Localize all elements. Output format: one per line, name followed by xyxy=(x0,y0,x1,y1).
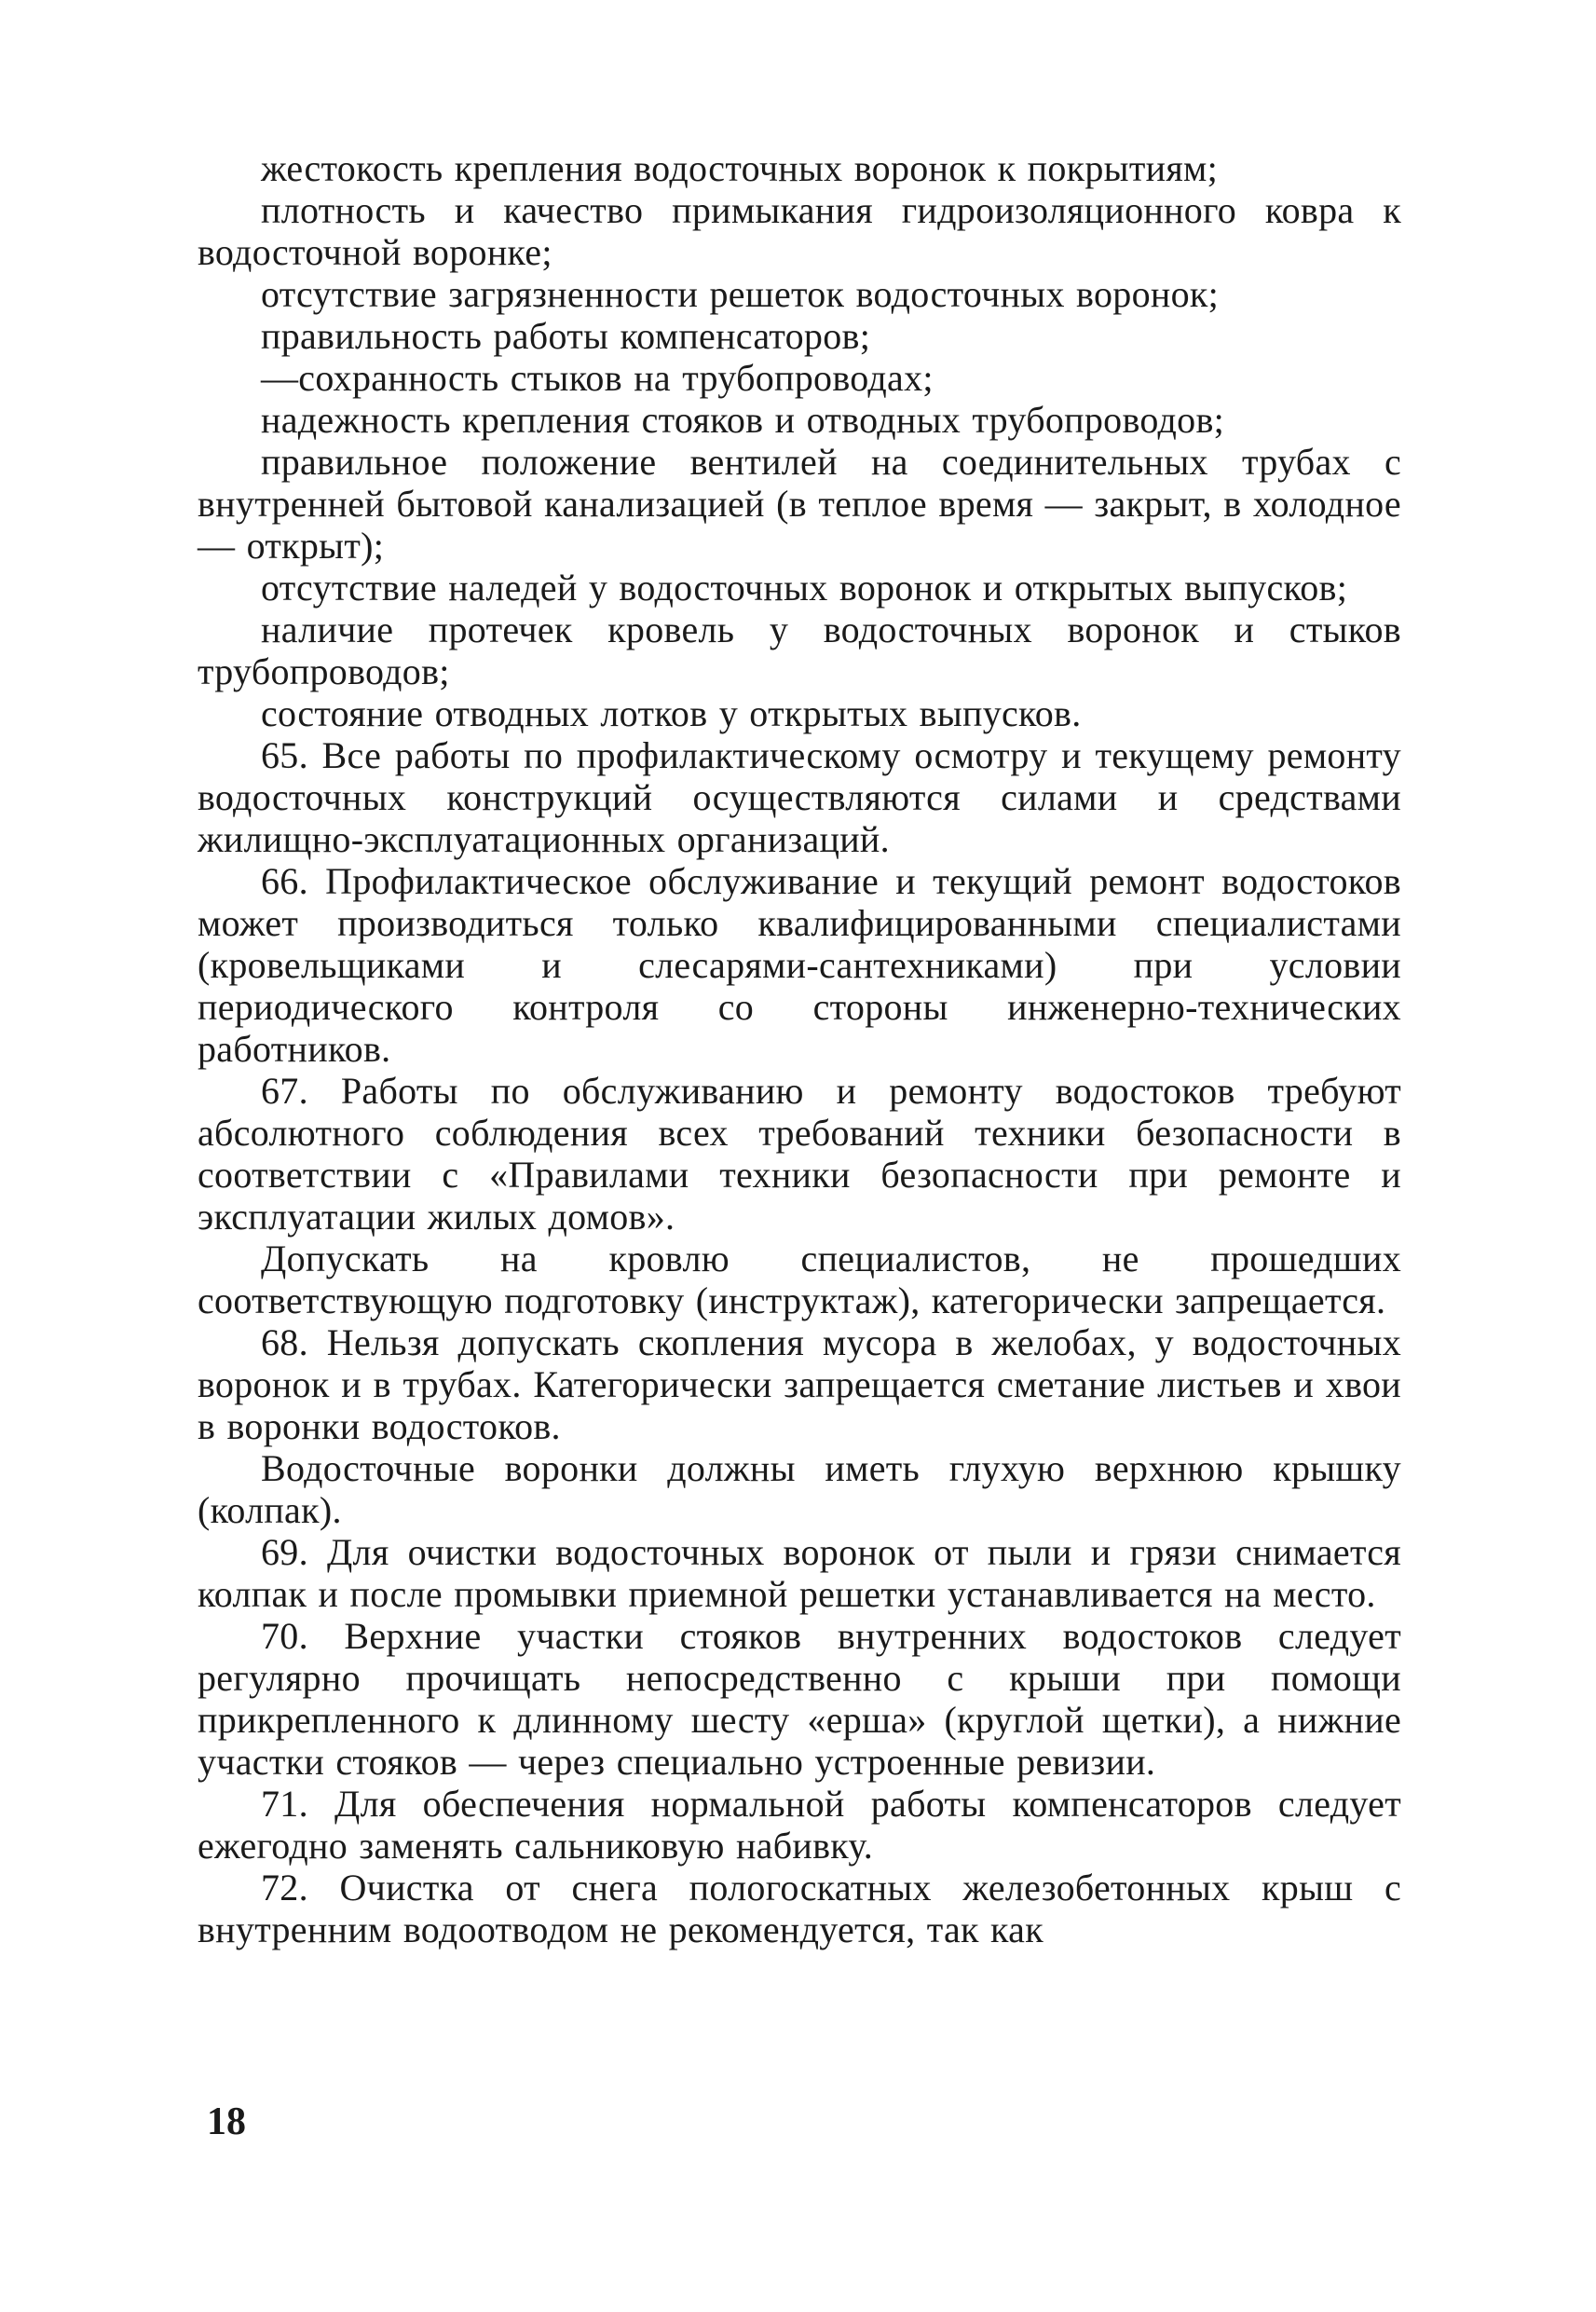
paragraph: жестокость крепления водосточных воронок к покрытиям; xyxy=(261,147,1219,189)
paragraph: —сохранность стыков на трубопроводах; xyxy=(261,357,934,399)
paragraph: надежность крепления стояков и отводных трубопроводов; xyxy=(261,399,1225,441)
paragraph-67: 67. Работы по обслуживанию и ремонту водостоков требуют абсолютного соблюдения всех требований техники безопасности в соответствии с «Правилами техники безопасности при ремонте и эксплуатации жилых домов». xyxy=(198,1070,1401,1238)
paragraph: Допускать на кровлю специалистов, не прошедших соответствующую подготовку (инструктаж), категорически запрещается. xyxy=(198,1238,1401,1321)
paragraph: правильное положение вентилей на соединительных трубах с внутренней бытовой канализацией (в теплое время — закрыт, в холодное — открыт); xyxy=(198,441,1401,567)
paragraph-70: 70. Верхние участки стояков внутренних водостоков следует регулярно прочищать непосредственно с крыши при помощи прикрепленного к длинному шесту «ерша» (круглой щетки), а нижние участки стояков — через специально устроенные ревизии. xyxy=(198,1615,1401,1783)
paragraph: Водосточные воронки должны иметь глухую верхнюю крышку (колпак). xyxy=(198,1447,1401,1531)
paragraph-66: 66. Профилактическое обслуживание и текущий ремонт водостоков может производиться только квалифицированными специалистами (кровельщиками и слесарями-сантехниками) при условии периодического контроля со стороны инженерно-технических работников. xyxy=(198,860,1401,1070)
paragraph: наличие протечек кровель у водосточных воронок и стыков трубопроводов; xyxy=(198,609,1401,692)
paragraph: отсутствие загрязненности решеток водосточных воронок; xyxy=(261,273,1220,315)
paragraph: правильность работы компенсаторов; xyxy=(261,315,871,357)
paragraph: отсутствие наледей у водосточных воронок и открытых выпусков; xyxy=(261,567,1348,609)
paragraph-71: 71. Для обеспечения нормальной работы компенсаторов следует ежегодно заменять сальниковую набивку. xyxy=(198,1783,1401,1867)
paragraph-69: 69. Для очистки водосточных воронок от пыли и грязи снимается колпак и после промывки приемной решетки устанавливается на место. xyxy=(198,1531,1401,1615)
paragraph-72: 72. Очистка от снега пологоскатных железобетонных крыш с внутренним водоотводом не рекомендуется, так как xyxy=(198,1867,1401,1950)
paragraph: плотность и качество примыкания гидроизоляционного ковра к водосточной воронке; xyxy=(198,189,1401,273)
paragraph-68: 68. Нельзя допускать скопления мусора в желобах, у водосточных воронок и в трубах. Категорически запрещается сметание листьев и хвои в воронки водостоков. xyxy=(198,1321,1401,1447)
page-body xyxy=(198,147,1401,1950)
paragraph: состояние отводных лотков у открытых выпусков. xyxy=(261,692,1082,734)
paragraph-65: 65. Все работы по профилактическому осмотру и текущему ремонту водосточных конструкций осуществляются силами и средствами жилищно-эксплуатационных организаций. xyxy=(198,734,1401,860)
page-number: 18 xyxy=(207,2100,246,2143)
